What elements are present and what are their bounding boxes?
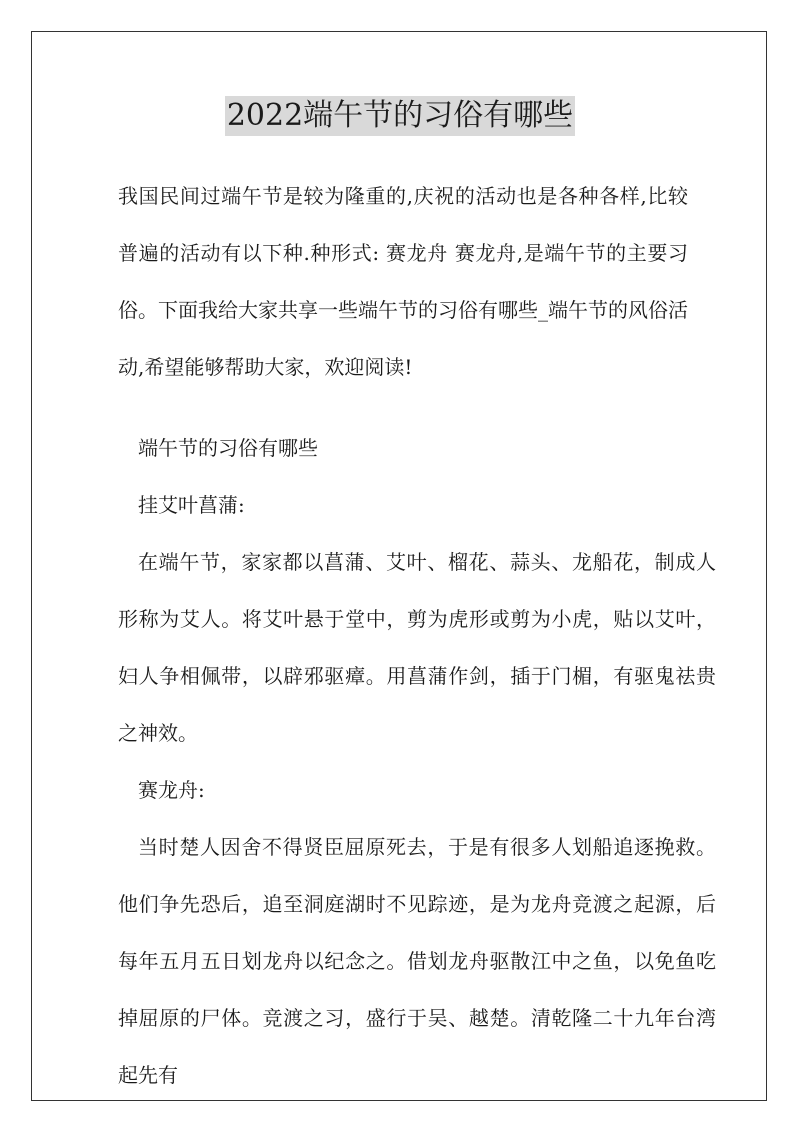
subheading-hang-aiye: 挂艾叶菖蒲: [138,493,245,517]
subheading-dragon-boat: 赛龙舟: [138,778,205,802]
section-heading: 端午节的习俗有哪些 [138,436,318,460]
document-title: 2022端午节的习俗有哪些 [225,96,575,136]
paragraph-hang-aiye: 在端午节，家家都以菖蒲、艾叶、榴花、蒜头、龙船花，制成人形称为艾人。将艾叶悬于堂中，剪为虎形或剪为小虎，贴以艾叶，妇人争相佩带，以辟邪驱瘴。用菖蒲作剑，插于门楣，有驱鬼祛贵之神效。 [118,550,716,745]
paragraph-dragon-boat: 当时楚人因舍不得贤臣屈原死去，于是有很多人划船追逐挽救。他们争先恐后，追至洞庭湖时不见踪迹，是为龙舟竞渡之起源，后每年五月五日划龙舟以纪念之。借划龙舟驱散江中之鱼，以免鱼吃掉屈原的尸体。竞渡之习，盛行于吴、越楚。清乾隆二十九年台湾起先有 [118,835,716,1087]
intro-paragraph: 我国民间过端午节是较为隆重的,庆祝的活动也是各种各样,比较普遍的活动有以下种.种形式: 赛龙舟 赛龙舟,是端午节的主要习俗。下面我给大家共享一些端午节的习俗有哪些_端午节的风俗活动,希望能够帮助大家，欢迎阅读! [118,184,688,379]
document-body [118,420,716,1104]
title-container [0,96,800,136]
